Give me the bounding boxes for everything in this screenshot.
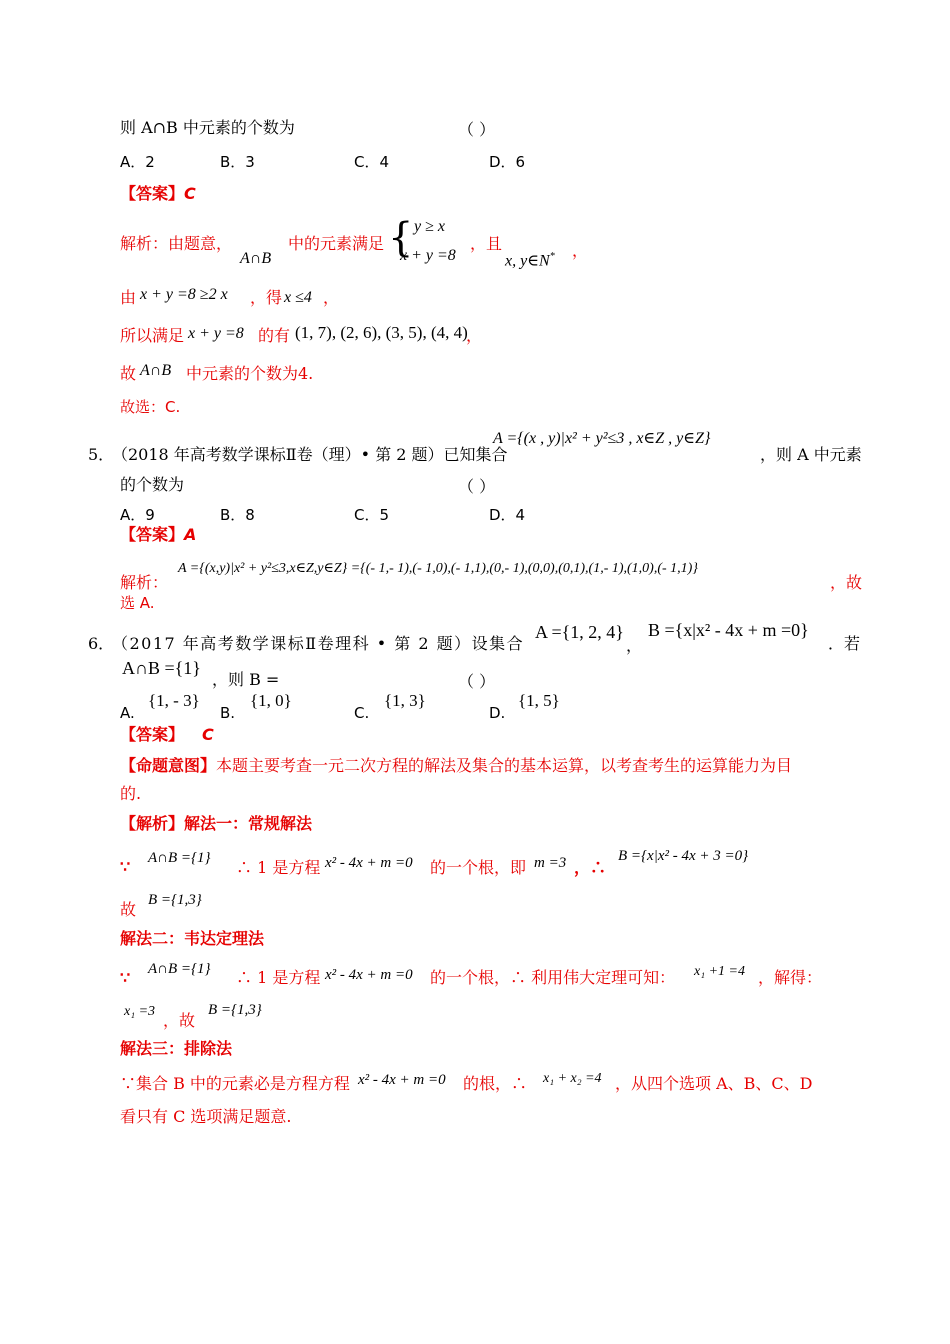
q6-option-b-label: B. — [220, 704, 236, 722]
q6-method1-title: 解法一：常规解法 — [184, 814, 313, 833]
q5-option-b: B．8 — [220, 506, 255, 524]
q4-answer-row — [120, 183, 196, 205]
q5-number: 5． — [88, 445, 115, 464]
q5-answer-label: 【答案】 — [120, 525, 185, 544]
q4-sol1-b: A∩B — [240, 250, 272, 267]
q6-m2-x1: x₁ =3 — [124, 1004, 156, 1019]
q6-blank: （ ） — [458, 672, 496, 691]
q4-sol4-b: A∩B — [140, 362, 172, 379]
q6-m1-cond: A∩B ={1} — [148, 850, 211, 866]
q6-m2-because: ∵ — [120, 968, 131, 987]
q5-option-d: D．4 — [489, 506, 526, 524]
q6-stem-c: ，则 B = — [212, 670, 280, 689]
q4-sol2-a: 由 — [120, 288, 137, 307]
q6-m3-eq: x² - 4x + m =0 — [358, 1072, 446, 1088]
q4-sol3-c: 的有 — [258, 326, 291, 345]
q4-sol1-e: x, y∈N* — [505, 251, 555, 270]
q5-answer-row — [120, 524, 196, 546]
q6-analysis-label: 【解析】 — [120, 814, 185, 833]
q6-condition: A∩B ={1} — [122, 658, 201, 678]
q4-sol2-d: x ≤4 — [284, 289, 312, 306]
q6-m2-c: ∴ 1 是方程 — [236, 968, 321, 987]
q5-stem-a: （2018 年高考数学课标Ⅱ卷（理）• 第 2 题）已知集合 — [112, 445, 508, 464]
q6-m3-a: ∵集合 B 中的元素必是方程方程 — [120, 1074, 350, 1093]
q6-m1-e: 的一个根，即 — [430, 858, 527, 877]
q6-analysis-row — [120, 813, 312, 835]
q5-option-a: A．9 — [120, 506, 155, 524]
q4-sol1-a: 解析：由题意， — [120, 234, 233, 253]
q6-option-b-value: {1, 0} — [250, 691, 292, 710]
q6-m1-setb: B ={x|x² - 4x + 3 =0} — [618, 848, 749, 864]
q5-sol-label: 解析： — [120, 573, 169, 592]
q6-m1-g: ，∴ — [574, 858, 607, 877]
q6-m2-eq: x² - 4x + m =0 — [325, 967, 413, 983]
q6-intent-2: 的. — [120, 784, 142, 803]
q4-sol3-d: (1, 7), (2, 6), (3, 5), (4, 4) — [295, 323, 468, 342]
q6-option-d-label: D. — [489, 704, 506, 722]
q4-system-line1: y ≥ x — [414, 218, 445, 235]
q4-sol2-e: ， — [323, 288, 340, 307]
q5-stem-c: 的个数为 — [120, 475, 185, 494]
q6-set-b: B ={x|x² - 4x + m =0} — [648, 620, 809, 640]
q6-m1-i: 故 — [120, 900, 137, 919]
q6-m2-cond: A∩B ={1} — [148, 961, 211, 977]
q6-option-c-value: {1, 3} — [384, 691, 426, 710]
q6-m3-c: 的根，∴ — [463, 1074, 528, 1093]
q6-comma: ， — [626, 636, 643, 655]
q4-sol2-b: x + y =8 ≥2 x — [140, 286, 228, 303]
q6-m3-f: 看只有 C 选项满足题意. — [120, 1107, 292, 1126]
q4-sol3-e: ， — [466, 326, 483, 345]
q4-sol3-b: x + y =8 — [188, 325, 244, 342]
q6-m2-g: ，解得： — [758, 968, 823, 987]
q6-stem-a: （2017 年高考数学课标Ⅱ卷理科 • 第 2 题）设集合 — [112, 634, 525, 653]
q6-number: 6． — [88, 634, 115, 653]
q6-intent-label: 【命题意图】 — [120, 756, 217, 775]
q5-blank: （ ） — [458, 477, 496, 496]
q6-option-a-value: {1, - 3} — [148, 691, 200, 710]
q6-answer-row — [120, 724, 214, 746]
q6-m3-sum: x₁ + x₂ =4 — [543, 1071, 602, 1086]
q6-answer-label: 【答案】 — [120, 725, 185, 744]
q6-method3-title: 解法三：排除法 — [120, 1039, 233, 1058]
q4-system-line2: x + y =8 — [400, 247, 456, 264]
q5-set: A ={(x , y)|x² + y²≤3 , x∈Z , y∈Z} — [493, 430, 711, 447]
q4-stem: 则 A∩B 中元素的个数为 — [120, 118, 295, 137]
q6-m1-eq: x² - 4x + m =0 — [325, 855, 413, 871]
q6-method2-title: 解法二：韦达定理法 — [120, 929, 265, 948]
q4-sol1-d: ，且 — [470, 234, 503, 253]
q4-answer: C — [184, 184, 196, 203]
q6-set-a: A ={1, 2, 4} — [535, 622, 624, 642]
q4-sol5: 故选：C. — [120, 398, 181, 416]
q6-option-a-label: A. — [120, 704, 135, 722]
q6-m2-e: 的一个根，∴ 利用伟大定理可知： — [430, 968, 676, 987]
q6-m2-result: B ={1,3} — [208, 1002, 262, 1018]
q4-sol4-a: 故 — [120, 364, 137, 383]
q6-m2-i: ，故 — [163, 1011, 196, 1030]
q6-stem-b: ．若 — [828, 634, 861, 653]
q5-sol-end2: 选 A. — [120, 594, 155, 612]
q5-option-c: C．5 — [354, 506, 390, 524]
q6-intent-text: 本题主要考查一元二次方程的解法及集合的基本运算，以考查考生的运算能力为目 — [216, 756, 793, 775]
q6-m3-e: ，从四个选项 A、B、C、D — [615, 1074, 813, 1093]
q4-option-c: C．4 — [354, 153, 390, 171]
q6-m1-result: B ={1,3} — [148, 892, 202, 908]
q5-sol-end: ，故 — [830, 573, 863, 592]
q5-sol-set: A ={(x,y)|x² + y²≤3,x∈Z,y∈Z} ={(- 1,- 1),(- 1,0),(- 1,1),(0,- 1),(0,0),(0,1),(1,- 1),(1,0),(- 1,1)} — [178, 561, 698, 576]
q4-sol1-c: 中的元素满足 — [288, 234, 385, 253]
q4-sol3-a: 所以满足 — [120, 326, 185, 345]
q6-option-c-label: C. — [354, 704, 370, 722]
q6-option-d-value: {1, 5} — [518, 691, 560, 710]
q4-sol2-c: ，得 — [250, 288, 283, 307]
q5-stem-b: ，则 A 中元素 — [760, 445, 862, 464]
q6-m1-because: ∵ — [120, 857, 131, 876]
q4-sol1-f: ， — [572, 241, 589, 260]
q6-m1-m: m =3 — [534, 855, 567, 871]
q4-answer-label: 【答案】 — [120, 184, 185, 203]
q4-option-d: D．6 — [489, 153, 526, 171]
q4-sol4-c: 中元素的个数为4. — [186, 364, 314, 383]
q4-system-brace: { — [388, 215, 414, 261]
q4-option-a: A．2 — [120, 153, 155, 171]
q6-m2-vieta: x₁ +1 =4 — [694, 964, 745, 979]
q6-m1-c: ∴ 1 是方程 — [236, 858, 321, 877]
q6-answer: C — [202, 725, 214, 744]
q4-option-b: B．3 — [220, 153, 255, 171]
q6-intent — [120, 755, 792, 777]
q5-answer: A — [184, 525, 197, 544]
q4-blank: （ ） — [458, 120, 496, 139]
